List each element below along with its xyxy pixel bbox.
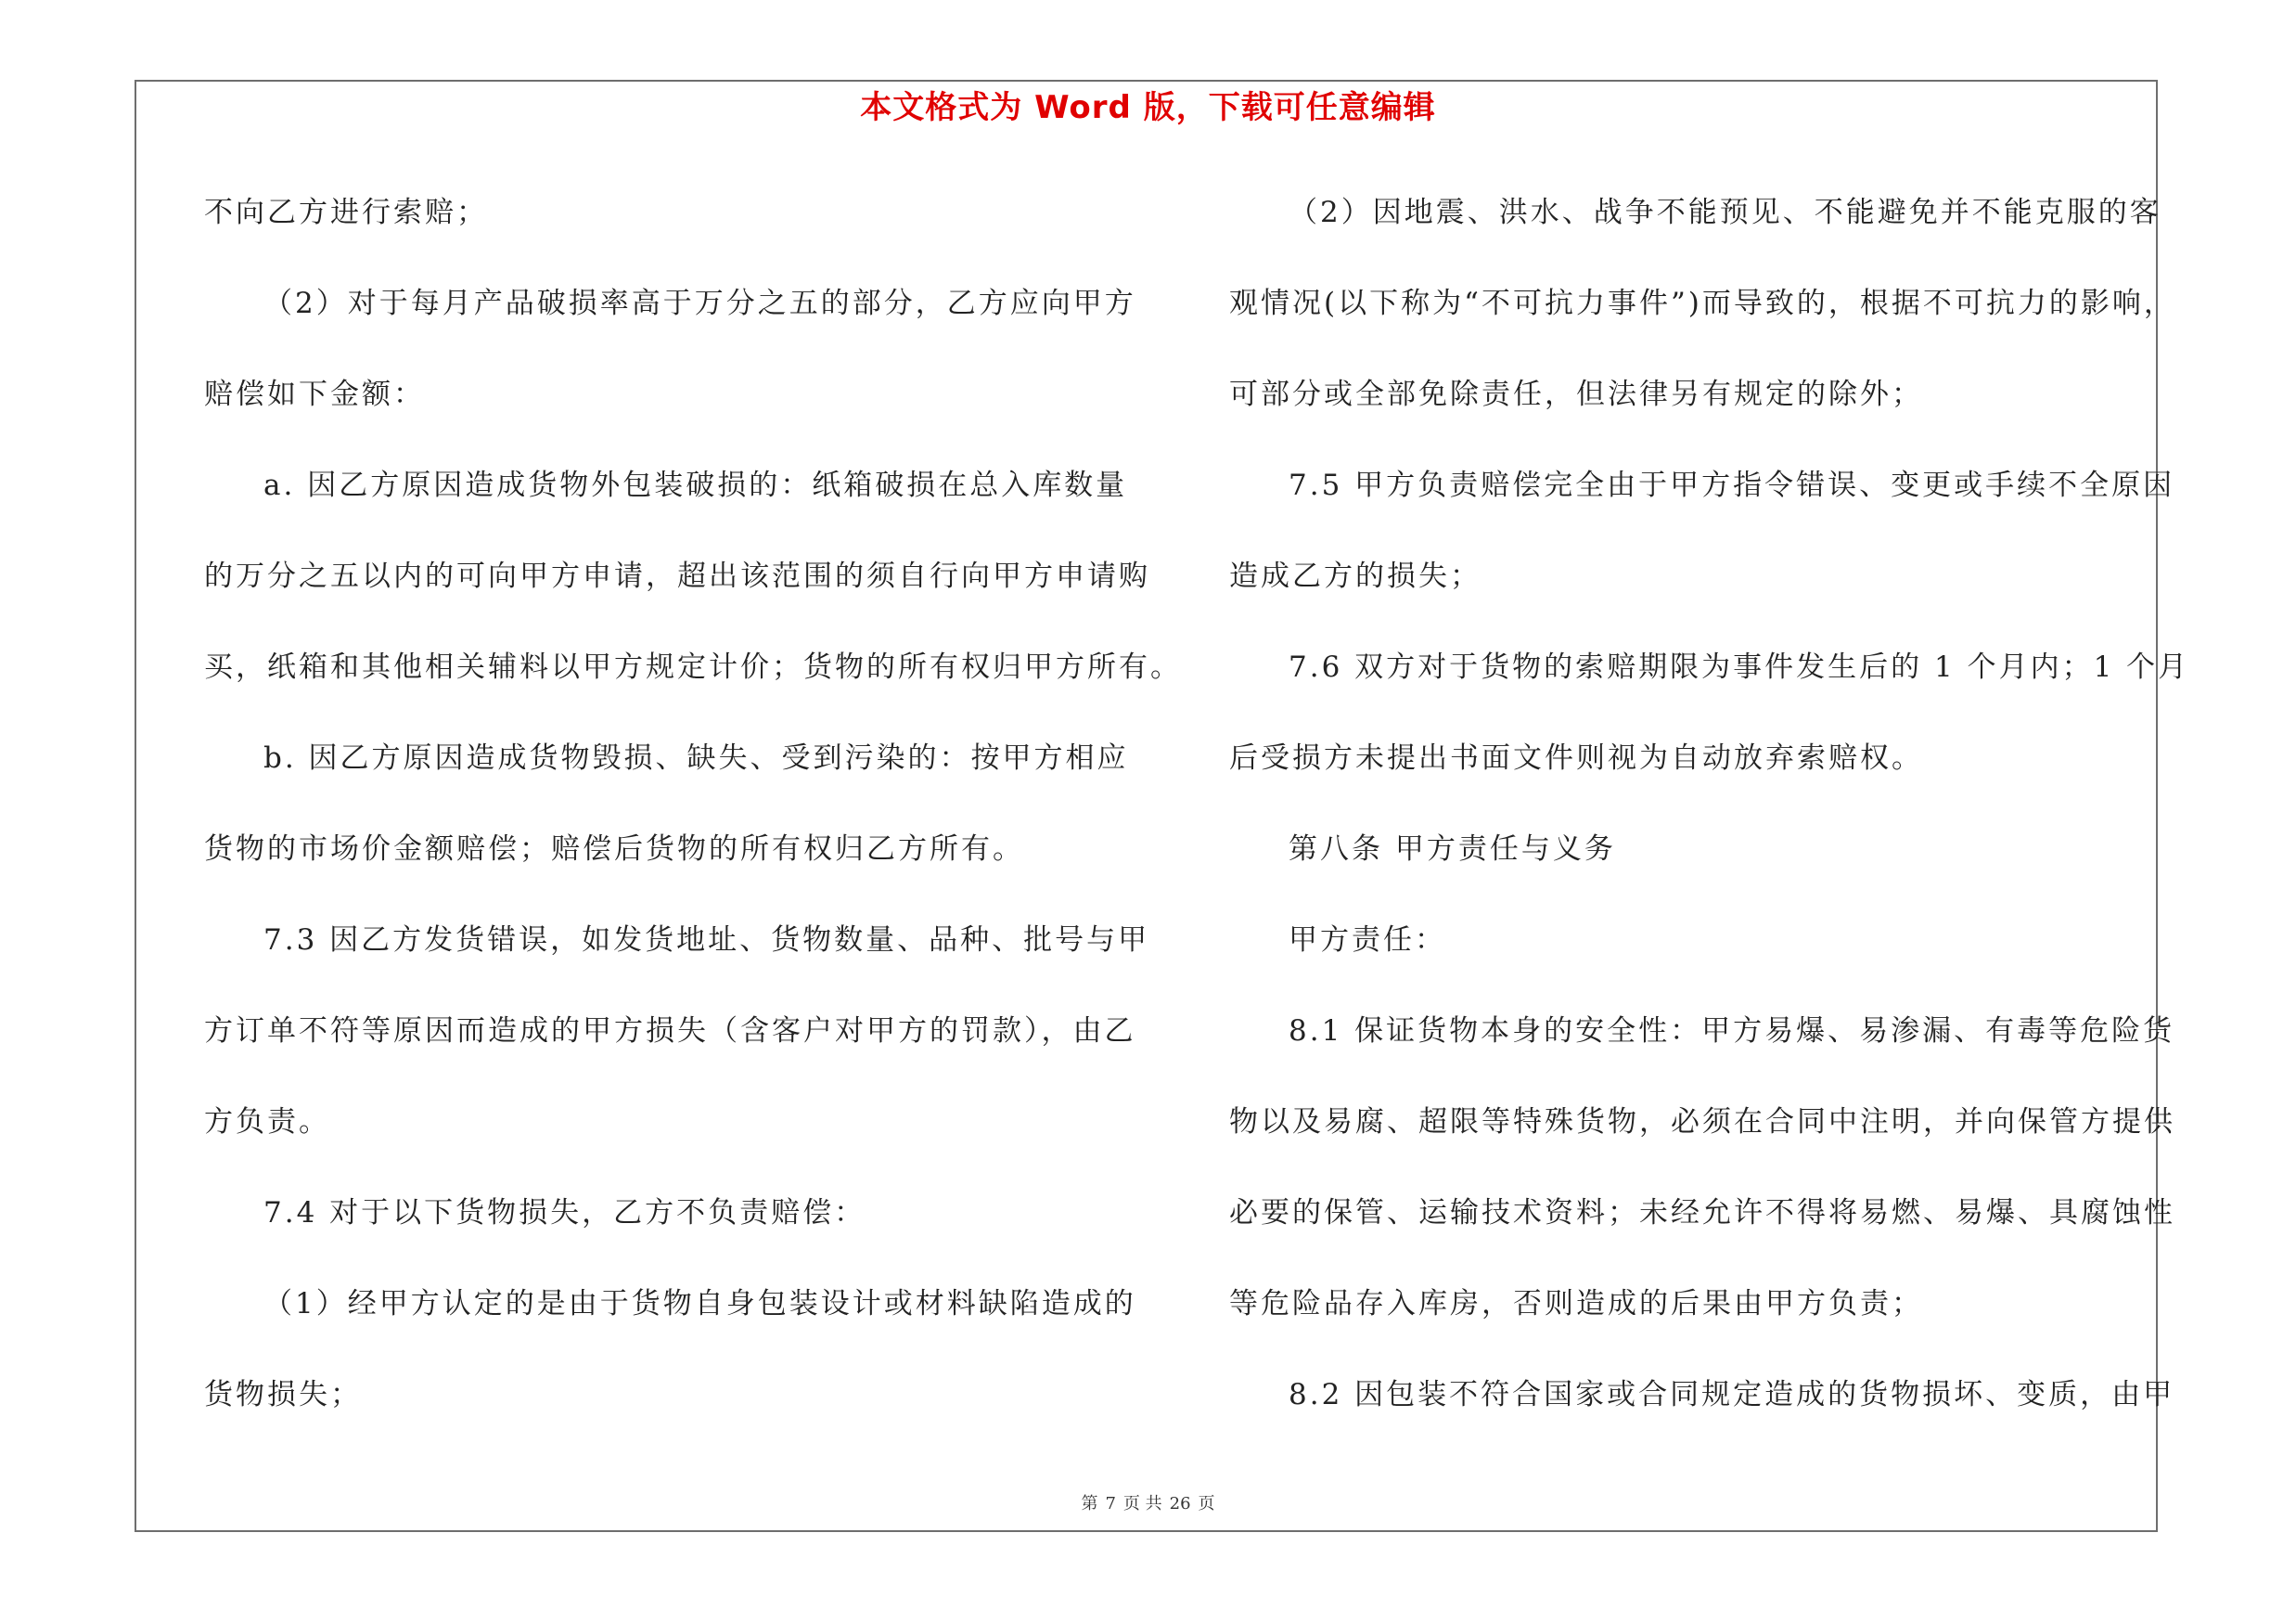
text-line: 7.4 对于以下货物损失，乙方不负责赔偿： bbox=[263, 1196, 866, 1230]
document-banner: 本文格式为 Word 版，下载可任意编辑 bbox=[860, 89, 1436, 126]
text-line: 的万分之五以内的可向甲方申请，超出该范围的须自行向甲方申请购 bbox=[204, 560, 1150, 593]
text-line: 等危险品存入库房，否则造成的后果由甲方负责； bbox=[1229, 1287, 1923, 1320]
text-line: 方负责。 bbox=[204, 1105, 330, 1139]
text-line: 货物损失； bbox=[204, 1378, 362, 1411]
text-line: 必要的保管、运输技术资料；未经允许不得将易燃、易爆、具腐蚀性 bbox=[1229, 1196, 2175, 1230]
right-column bbox=[1229, 182, 2190, 1455]
text-line: 不向乙方进行索赔； bbox=[204, 196, 488, 229]
text-line: 7.3 因乙方发货错误，如发货地址、货物数量、品种、批号与甲 bbox=[263, 923, 1150, 957]
section-heading: 第八条 甲方责任与义务 bbox=[1289, 832, 1616, 866]
text-line: 8.2 因包装不符合国家或合同规定造成的货物损坏、变质，由甲 bbox=[1289, 1378, 2175, 1411]
text-line: 赔偿如下金额： bbox=[204, 378, 425, 411]
left-column bbox=[204, 182, 1182, 1455]
total-pages-number: 26 bbox=[1169, 1494, 1191, 1514]
page-footer bbox=[0, 1493, 2296, 1515]
text-line: （2）因地震、洪水、战争不能预见、不能避免并不能克服的客 bbox=[1289, 196, 2161, 229]
text-line: b. 因乙方原因造成货物毁损、缺失、受到污染的：按甲方相应 bbox=[263, 741, 1129, 775]
footer-middle: 页 共 bbox=[1122, 1494, 1162, 1514]
footer-suffix: 页 bbox=[1198, 1494, 1215, 1514]
text-line: 7.6 双方对于货物的索赔期限为事件发生后的 1 个月内；1 个月 bbox=[1289, 650, 2190, 684]
text-line: 观情况(以下称为“不可抗力事件”)而导致的，根据不可抗力的影响， bbox=[1229, 287, 2175, 320]
text-line: 买，纸箱和其他相关辅料以甲方规定计价；货物的所有权归甲方所有。 bbox=[204, 650, 1182, 684]
text-line: 物以及易腐、超限等特殊货物，必须在合同中注明，并向保管方提供 bbox=[1229, 1105, 2175, 1139]
text-line: 可部分或全部免除责任，但法律另有规定的除外； bbox=[1229, 378, 1923, 411]
text-line: 8.1 保证货物本身的安全性：甲方易爆、易渗漏、有毒等危险货 bbox=[1289, 1014, 2175, 1048]
footer-prefix: 第 bbox=[1081, 1494, 1098, 1514]
text-line: 甲方责任： bbox=[1289, 923, 1446, 957]
text-line: 方订单不符等原因而造成的甲方损失（含客户对甲方的罚款），由乙 bbox=[204, 1014, 1136, 1048]
current-page-number: 7 bbox=[1105, 1494, 1116, 1514]
text-line: （1）经甲方认定的是由于货物自身包装设计或材料缺陷造成的 bbox=[263, 1287, 1136, 1320]
text-line: 货物的市场价金额赔偿；赔偿后货物的所有权归乙方所有。 bbox=[204, 832, 1024, 866]
text-line: （2）对于每月产品破损率高于万分之五的部分，乙方应向甲方 bbox=[263, 287, 1136, 320]
text-line: a. 因乙方原因造成货物外包装破损的：纸箱破损在总入库数量 bbox=[263, 469, 1128, 502]
text-line: 7.5 甲方负责赔偿完全由于甲方指令错误、变更或手续不全原因 bbox=[1289, 469, 2175, 502]
text-line: 造成乙方的损失； bbox=[1229, 560, 1481, 593]
text-line: 后受损方未提出书面文件则视为自动放弃索赔权。 bbox=[1229, 741, 1923, 775]
